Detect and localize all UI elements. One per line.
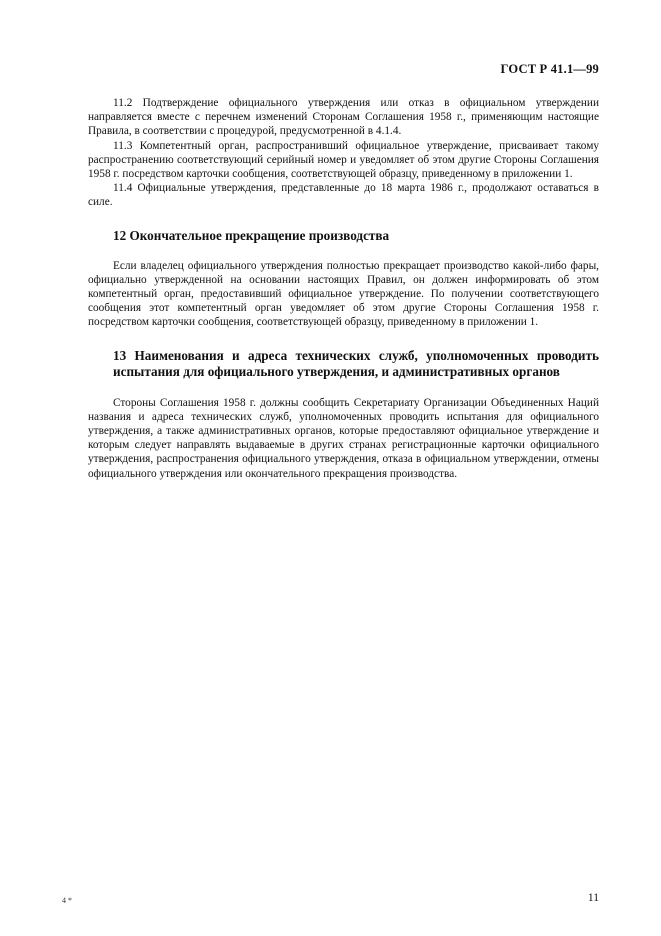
clause-11-3: 11.3 Компетентный орган, распространивший официальное утверждение, присваивает такому распространению соответствующий серийный номер и уведомляет об этом другие Стороны Соглашения 1958 г. посредством карточки сообщения, соответствующей образцу, приведенному в приложении 1. xyxy=(88,139,599,181)
document-code: ГОСТ Р 41.1—99 xyxy=(500,62,599,76)
section-13-paragraph: Стороны Соглашения 1958 г. должны сообщить Секретариату Организации Объединенных Наций названия и адреса технических служб, уполномоченных проводить испытания для официального утверждения, а также административных органов, которые предоставляют официальное утверждение и которым следует направлять выдаваемые в других странах регистрационные карточки официального утверждения, распространения официального утверждения, отказа в официальном утверждении, отмены официального утверждения или окончательного прекращения производства. xyxy=(88,396,599,480)
clause-11-4: 11.4 Официальные утверждения, представленные до 18 марта 1986 г., продолжают оставаться в силе. xyxy=(88,182,599,209)
section-13-heading: 13 Наименования и адреса технических служб, уполномоченных проводить испытания для официального утверждения, и административных органов xyxy=(113,347,599,379)
section-12-paragraph: Если владелец официального утверждения полностью прекращает производство какой-либо фары, официально утвержденной на основании настоящих Правил, он должен информировать об этом компетентный орган, предоставивший официальное утверждение. По получении соответствующего сообщения этот компетентный орган уведомляет об этом другие Стороны Соглашения 1958 г. посредством карточки сообщения, соответствующей образцу, приведенному в приложении 1. xyxy=(88,259,599,329)
document-body xyxy=(88,96,599,481)
signature-mark: 4 * xyxy=(62,896,72,905)
page-number: 11 xyxy=(587,892,599,904)
clause-11-2: 11.2 Подтверждение официального утверждения или отказ в официальном утверждении направляется вместе с перечнем изменений Сторонам Соглашения 1958 г., применяющим настоящие Правила, в соответствии с процедурой, предусмотренной в 4.1.4. xyxy=(88,97,599,138)
section-12-heading: 12 Окончательное прекращение производства xyxy=(113,227,390,243)
